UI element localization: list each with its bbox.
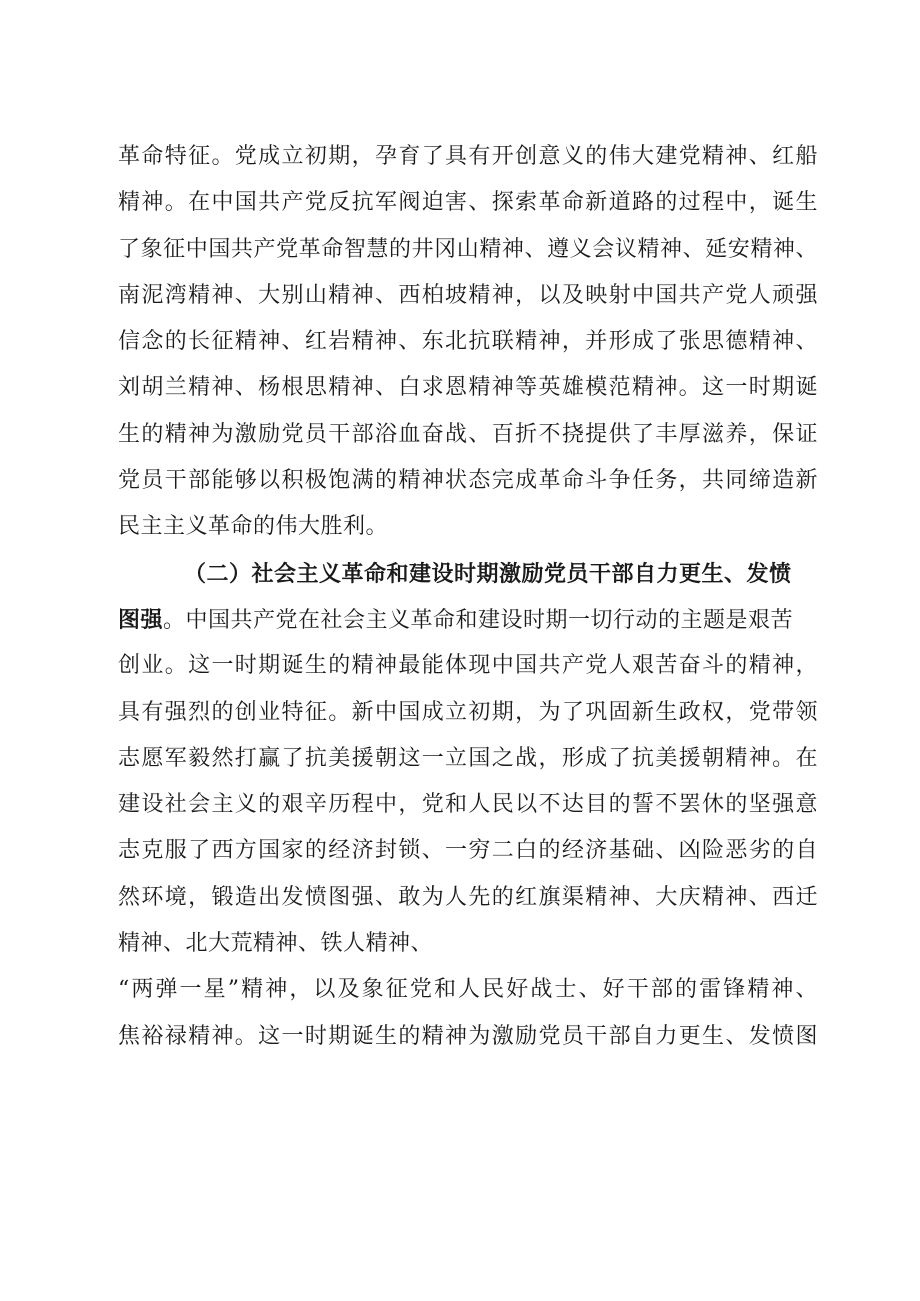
paragraph-line: 焦裕禄精神。这一时期诞生的精神为激励党员干部自力更生、发愤图 <box>118 1023 818 1049</box>
paragraph-line: 了象征中国共产党革命智慧的井冈山精神、遵义会议精神、延安精神、 <box>118 236 818 262</box>
paragraph-text: 。中国共产党在社会主义革命和建设时期一切行动的主题是艰苦 <box>163 607 794 633</box>
paragraph-line <box>118 597 818 643</box>
paragraph-line: 然环境，锻造出发愤图强、敢为人先的红旗渠精神、大庆精神、西迁 <box>118 884 818 910</box>
paragraph-line: 生的精神为激励党员干部浴血奋战、百折不挠提供了丰厚滋养，保证 <box>118 421 818 447</box>
paragraph-line: “两弹一星”精神，以及象征党和人民好战士、好干部的雷锋精神、 <box>118 977 818 1003</box>
paragraph-line: 志克服了西方国家的经济封锁、一穷二白的经济基础、凶险恶劣的自 <box>118 838 818 864</box>
section-heading-text: （二）社会主义革命和建设时期激励党员干部自力更生、发愤 <box>184 560 792 587</box>
paragraph-line: 信念的长征精神、红岩精神、东北抗联精神，并形成了张思德精神、 <box>118 329 818 355</box>
paragraph-line: 刘胡兰精神、杨根思精神、白求恩精神等英雄模范精神。这一时期诞 <box>118 375 818 401</box>
paragraph-line: 志愿军毅然打赢了抗美援朝这一立国之战，形成了抗美援朝精神。在 <box>118 745 818 771</box>
section-heading <box>118 551 818 597</box>
paragraph-line: 革命特征。党成立初期，孕育了具有开创意义的伟大建党精神、红船 <box>118 144 818 169</box>
paragraph-line: 精神。在中国共产党反抗军阀迫害、探索革命新道路的过程中，诞生 <box>118 190 818 216</box>
paragraph-line: 南泥湾精神、大别山精神、西柏坡精神，以及映射中国共产党人顽强 <box>118 282 818 308</box>
paragraph-line: 精神、北大荒精神、铁人精神、 <box>118 931 434 957</box>
section-heading-text-continued: 图强 <box>118 606 164 633</box>
paragraph-line: 建设社会主义的艰辛历程中，党和人民以不达目的誓不罢休的坚强意 <box>118 792 818 818</box>
paragraph-line: 创业。这一时期诞生的精神最能体现中国共产党人艰苦奋斗的精神， <box>118 653 818 679</box>
paragraph-line: 民主主义革命的伟大胜利。 <box>118 514 389 540</box>
body-text <box>118 134 818 1060</box>
paragraph-line: 党员干部能够以积极饱满的精神状态完成革命斗争任务，共同缔造新 <box>118 468 818 494</box>
paragraph-line: 具有强烈的创业特征。新中国成立初期，为了巩固新生政权，党带领 <box>118 699 818 725</box>
